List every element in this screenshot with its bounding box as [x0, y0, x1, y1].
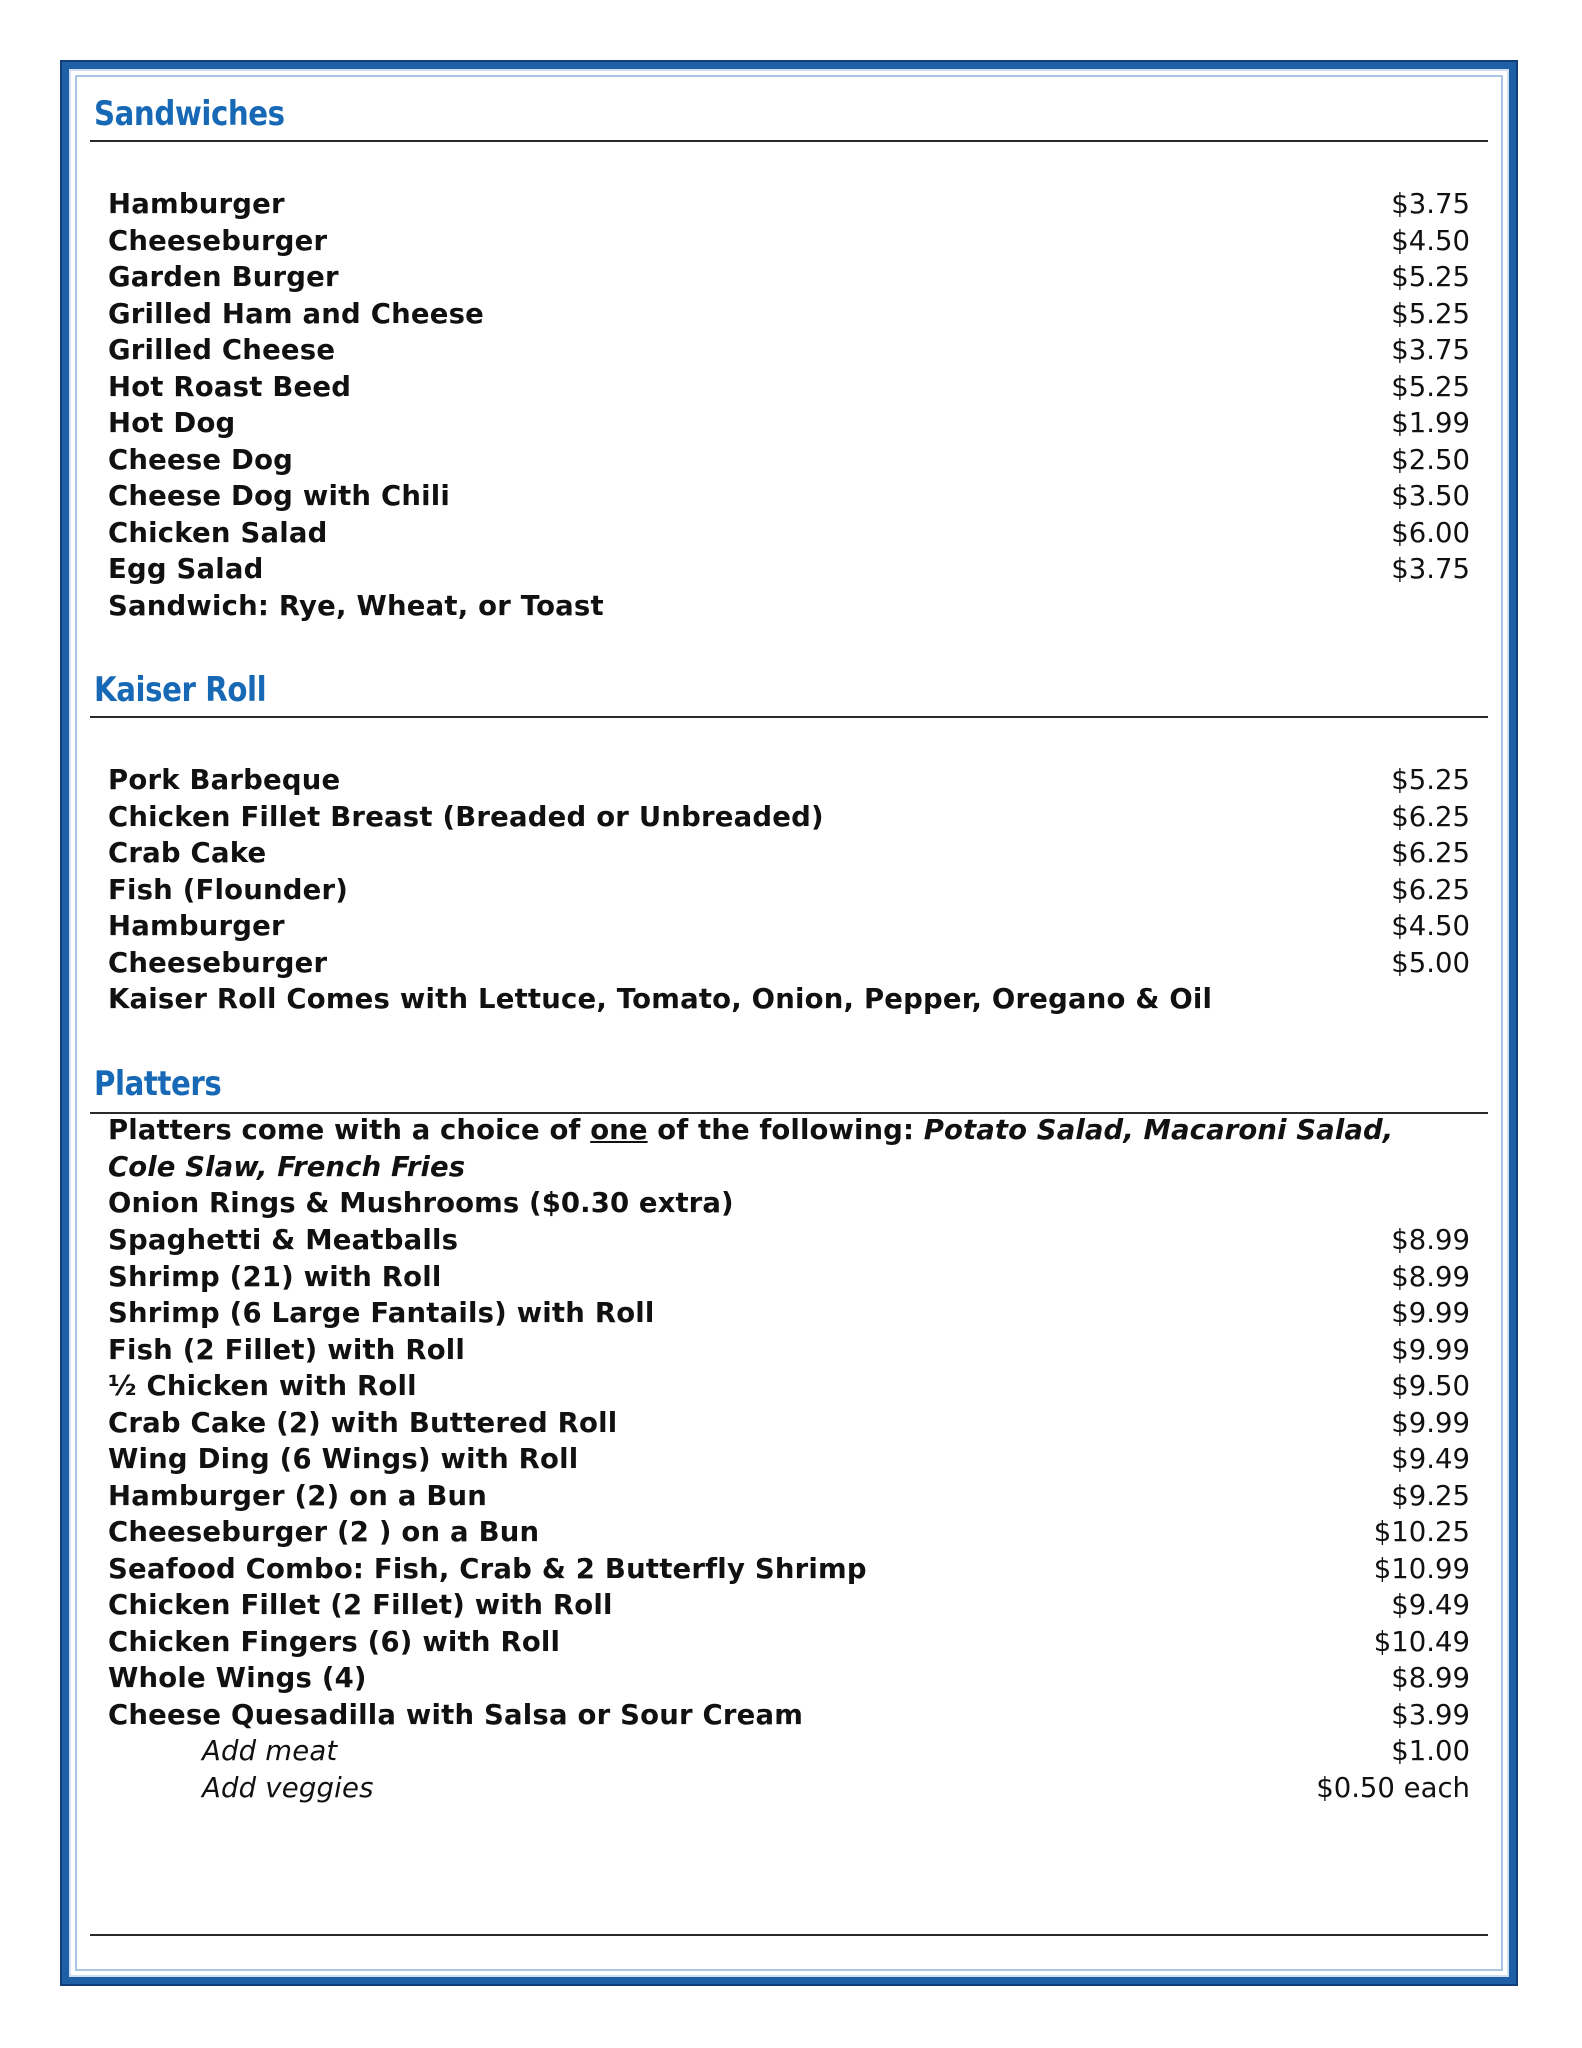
menu-item-name: Hamburger — [108, 188, 285, 220]
menu-item-price: $8.99 — [1391, 1260, 1470, 1293]
menu-item-price: $2.50 — [1391, 443, 1470, 476]
menu-item-price: $9.99 — [1391, 1297, 1470, 1329]
menu-item-row — [108, 1697, 1470, 1734]
menu-item-name: Shrimp (6 Large Fantails) with Roll — [108, 1297, 655, 1329]
menu-item-row — [108, 369, 1470, 406]
addon-row — [108, 1733, 1470, 1770]
note-mid: of the following: — [647, 1114, 924, 1146]
menu-item-row — [108, 1660, 1470, 1697]
menu-item-price: $9.99 — [1391, 1333, 1470, 1366]
menu-item-row — [108, 945, 1470, 982]
menu-item-name: Cheese Dog with Chili — [108, 480, 451, 512]
menu-item-row — [108, 1624, 1470, 1661]
menu-item-row — [108, 762, 1470, 799]
menu-item-price: $10.25 — [1373, 1516, 1470, 1548]
menu-item-price: $5.00 — [1391, 946, 1470, 979]
menu-item-price: $5.25 — [1391, 370, 1470, 403]
addon-row — [108, 1770, 1470, 1807]
menu-item-price: $6.25 — [1391, 873, 1470, 906]
platters-extra-note: Onion Rings & Mushrooms ($0.30 extra) — [108, 1187, 734, 1219]
menu-item-name: Hot Roast Beed — [108, 370, 352, 403]
menu-item-row — [108, 442, 1470, 479]
menu-item-price: $6.25 — [1391, 800, 1470, 833]
menu-item-price: $5.25 — [1391, 261, 1470, 293]
menu-item-price: $3.75 — [1391, 553, 1470, 585]
note-sides: Potato Salad, Macaroni Salad, Cole Slaw, French Fries — [108, 1114, 1394, 1183]
menu-item-row — [108, 981, 1470, 1018]
menu-item-name: Add veggies — [202, 1771, 374, 1804]
menu-item-name: Chicken Salad — [108, 516, 328, 549]
menu-item-price: $5.25 — [1391, 764, 1470, 796]
menu-item-price: $1.99 — [1391, 407, 1470, 439]
kaiser-roll-list — [108, 762, 1470, 1018]
menu-item-name: Egg Salad — [108, 553, 264, 585]
kaiser-roll-heading: Kaiser Roll — [94, 670, 267, 710]
menu-item-name: Wing Ding (6 Wings) with Roll — [108, 1443, 579, 1475]
menu-item-name: Garden Burger — [108, 261, 339, 293]
platters-notes — [108, 1112, 1470, 1222]
menu-item-name: Fish (2 Fillet) with Roll — [108, 1333, 466, 1366]
menu-item-name: Seafood Combo: Fish, Crab & 2 Butterfly Shrimp — [108, 1552, 867, 1585]
menu-item-name: Cheese Dog — [108, 443, 294, 476]
menu-item-price: $6.00 — [1391, 516, 1470, 549]
menu-item-row — [108, 332, 1470, 369]
menu-item-price: $9.50 — [1391, 1370, 1470, 1402]
menu-item-row — [108, 186, 1470, 223]
footer-rule — [90, 1934, 1488, 1936]
menu-item-name: ½ Chicken with Roll — [108, 1370, 417, 1402]
menu-item-name: Pork Barbeque — [108, 764, 341, 796]
menu-item-name: Crab Cake — [108, 837, 267, 869]
sandwiches-rule — [90, 140, 1488, 142]
menu-item-name: Shrimp (21) with Roll — [108, 1260, 442, 1293]
menu-item-row — [108, 1587, 1470, 1624]
menu-item-price: $9.99 — [1391, 1406, 1470, 1439]
menu-item-name: Spaghetti & Meatballs — [108, 1224, 459, 1256]
menu-item-price: $9.49 — [1391, 1589, 1470, 1621]
menu-item-name: Chicken Fingers (6) with Roll — [108, 1625, 561, 1658]
menu-item-row — [108, 478, 1470, 515]
menu-item-row — [108, 872, 1470, 909]
platters-list — [108, 1222, 1470, 1733]
menu-item-price: $5.25 — [1391, 297, 1470, 330]
platters-sides-note — [108, 1112, 1470, 1185]
menu-item-name: Kaiser Roll Comes with Lettuce, Tomato, Onion, Pepper, Oregano & Oil — [108, 983, 1213, 1015]
menu-item-name: Crab Cake (2) with Buttered Roll — [108, 1406, 618, 1439]
menu-item-name: Cheeseburger (2 ) on a Bun — [108, 1516, 540, 1548]
menu-item-name: Cheese Quesadilla with Salsa or Sour Cream — [108, 1698, 804, 1731]
menu-item-row — [108, 1405, 1470, 1442]
menu-item-price: $9.25 — [1391, 1479, 1470, 1512]
menu-item-row — [108, 515, 1470, 552]
menu-item-row — [108, 835, 1470, 872]
menu-item-name: Chicken Fillet Breast (Breaded or Unbreaded) — [108, 800, 824, 833]
menu-item-price: $3.75 — [1391, 188, 1470, 220]
menu-item-row — [108, 1368, 1470, 1405]
menu-item-row — [108, 259, 1470, 296]
sandwiches-heading: Sandwiches — [94, 94, 285, 134]
menu-item-price: $6.25 — [1391, 837, 1470, 869]
menu-item-row — [108, 1551, 1470, 1588]
menu-item-price: $10.99 — [1373, 1552, 1470, 1585]
menu-item-price: $8.99 — [1391, 1662, 1470, 1694]
menu-item-name: Hamburger — [108, 910, 285, 942]
menu-item-name: Fish (Flounder) — [108, 873, 349, 906]
menu-item-name: Chicken Fillet (2 Fillet) with Roll — [108, 1589, 613, 1621]
menu-item-name: Grilled Ham and Cheese — [108, 297, 484, 330]
menu-item-name: Whole Wings (4) — [108, 1662, 367, 1694]
note-underlined: one — [590, 1114, 648, 1146]
menu-item-row — [108, 1222, 1470, 1259]
menu-item-name: Cheeseburger — [108, 224, 328, 257]
platters-addons-list — [108, 1733, 1470, 1806]
menu-item-name: Hot Dog — [108, 407, 236, 439]
note-intro: Platters come with a choice of — [108, 1114, 591, 1146]
platters-heading: Platters — [94, 1064, 222, 1104]
menu-item-row — [108, 1332, 1470, 1369]
menu-item-row — [108, 908, 1470, 945]
menu-item-price: $3.75 — [1391, 334, 1470, 366]
menu-item-row — [108, 1259, 1470, 1296]
menu-item-row — [108, 1478, 1470, 1515]
menu-item-price: $8.99 — [1391, 1224, 1470, 1256]
menu-item-price: $0.50 each — [1316, 1771, 1470, 1804]
menu-item-price: $3.50 — [1391, 480, 1470, 512]
kaiser-roll-rule — [90, 716, 1488, 718]
menu-item-price: $1.00 — [1391, 1735, 1470, 1767]
menu-item-row — [108, 588, 1470, 625]
menu-item-row — [108, 1514, 1470, 1551]
menu-item-name: Hamburger (2) on a Bun — [108, 1479, 488, 1512]
menu-item-row — [108, 799, 1470, 836]
menu-item-name: Cheeseburger — [108, 946, 328, 979]
menu-item-price: $10.49 — [1373, 1625, 1470, 1658]
menu-item-price: $9.49 — [1391, 1443, 1470, 1475]
menu-item-price: $3.99 — [1391, 1698, 1470, 1731]
menu-item-name: Sandwich: Rye, Wheat, or Toast — [108, 589, 604, 622]
menu-item-row — [108, 223, 1470, 260]
menu-item-name: Grilled Cheese — [108, 334, 336, 366]
menu-item-row — [108, 551, 1470, 588]
menu-item-row — [108, 405, 1470, 442]
menu-item-price: $4.50 — [1391, 910, 1470, 942]
sandwiches-list — [108, 186, 1470, 624]
menu-item-name: Add meat — [202, 1735, 338, 1767]
menu-item-row — [108, 1441, 1470, 1478]
menu-item-row — [108, 1295, 1470, 1332]
menu-item-row — [108, 296, 1470, 333]
menu-item-price: $4.50 — [1391, 224, 1470, 257]
